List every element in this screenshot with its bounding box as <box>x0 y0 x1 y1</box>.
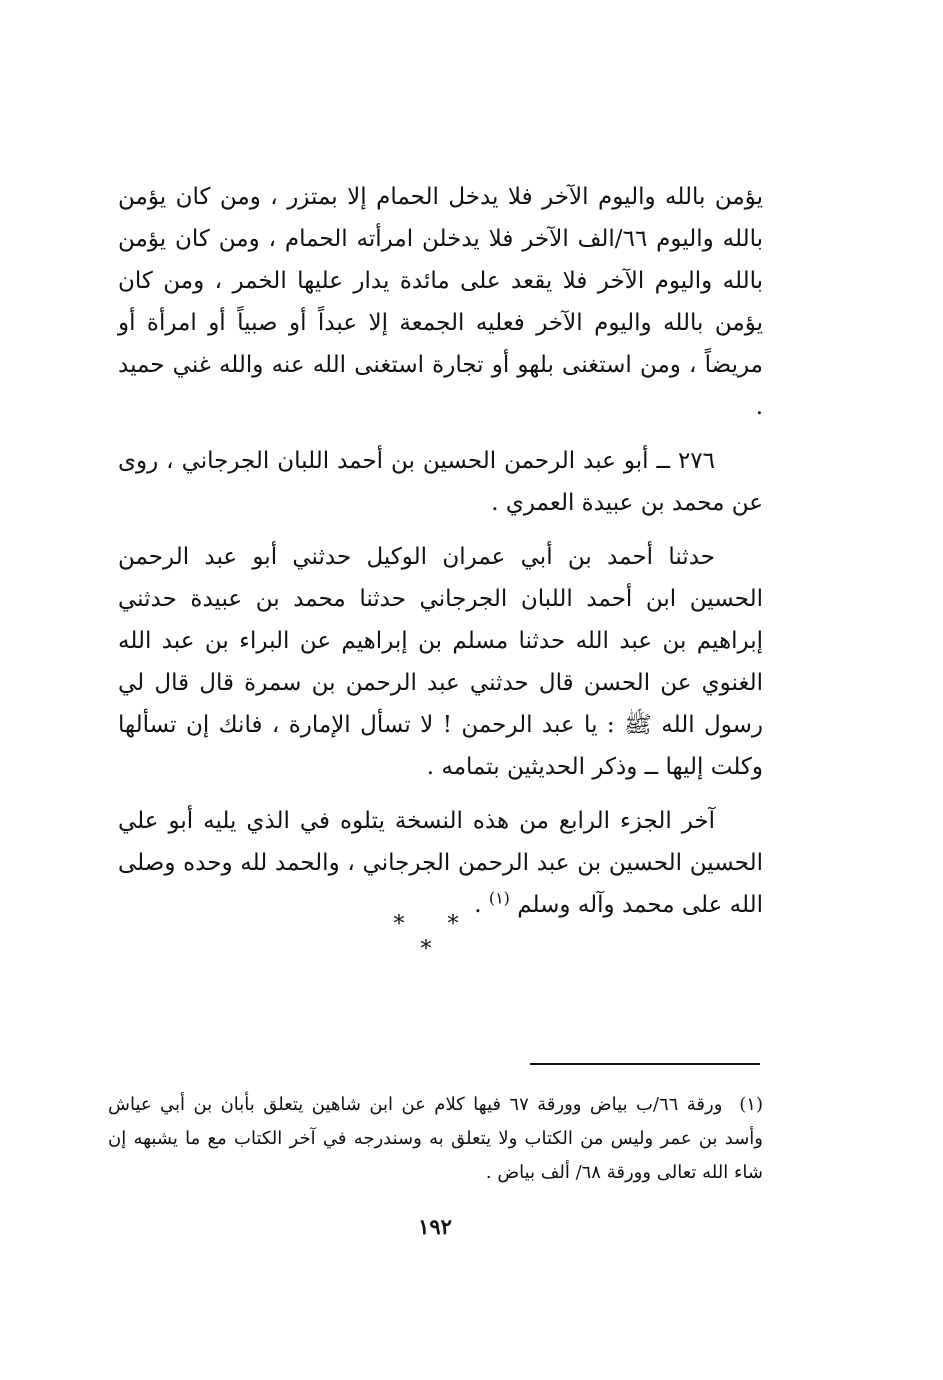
colophon-text: آخر الجزء الرابع من هذه النسخة يتلوه في الذي يليه أبو علي الحسين الحسين بن عبد الرحمن الجرجاني ، والحمد لله وحده وصلى الله على محمد وآله وسلم <box>118 808 763 918</box>
paragraph-hadith-continuation: يؤمن بالله واليوم الآخر فلا يدخل الحمام إلا بمتزر ، ومن كان يؤمن بالله واليوم ٦٦/الف الآخر فلا يدخلن امرأته الحمام ، ومن كان يؤمن بالله واليوم الآخر فلا يقعد على مائدة يدار عليها الخمر ، ومن كان يؤمن بالله واليوم الآخر فعليه الجمعة إلا عبداً أو صبياً أو امرأة أو مريضاً ، ومن استغنى بلهو أو تجارة استغنى الله عنه والله غني حميد . <box>118 184 763 420</box>
footnote-text: ورقة ٦٦/ب بياض وورقة ٦٧ فيها كلام عن ابن شاهين يتعلق بأبان بن أبي عياش وأسد بن عمر وليس من الكتاب ولا يتعلق به وسندرجه في آخر الكتاب مع ما يشبهه إن شاء الله تعالى وورقة ٦٨/ ألف بياض . <box>108 1094 763 1183</box>
footnote-divider <box>530 1063 760 1065</box>
paragraph-colophon <box>118 800 763 926</box>
colophon-tail: . <box>474 892 489 918</box>
footnote-item <box>108 1088 763 1190</box>
main-text <box>118 176 763 938</box>
page-number: ١٩٢ <box>418 1214 452 1239</box>
footnote-marker: (١) <box>739 1094 763 1115</box>
paragraph-isnad: حدثنا أحمد بن أبي عمران الوكيل حدثني أبو عبد الرحمن الحسين ابن أحمد اللبان الجرجاني حدثنا محمد بن عبيدة حدثني إبراهيم بن عبد الله حدثنا مسلم بن إبراهيم عن البراء بن عبد الله الغنوي عن الحسن قال حدثني عبد الرحمن بن سمرة قال قال لي رسول الله ﷺ : يا عبد الرحمن ! لا تسأل الإمارة ، فانك إن تسألها وكلت إليها ــ وذكر الحديثين بتمامه . <box>118 544 763 780</box>
section-separator: * * * <box>393 912 477 962</box>
footnotes <box>108 1088 763 1190</box>
footnote-reference: (١) <box>488 888 510 908</box>
paragraph-entry-276: ٢٧٦ ــ أبو عبد الرحمن الحسين بن أحمد اللبان الجرجاني ، روى عن محمد بن عبيدة العمري . <box>118 448 763 516</box>
